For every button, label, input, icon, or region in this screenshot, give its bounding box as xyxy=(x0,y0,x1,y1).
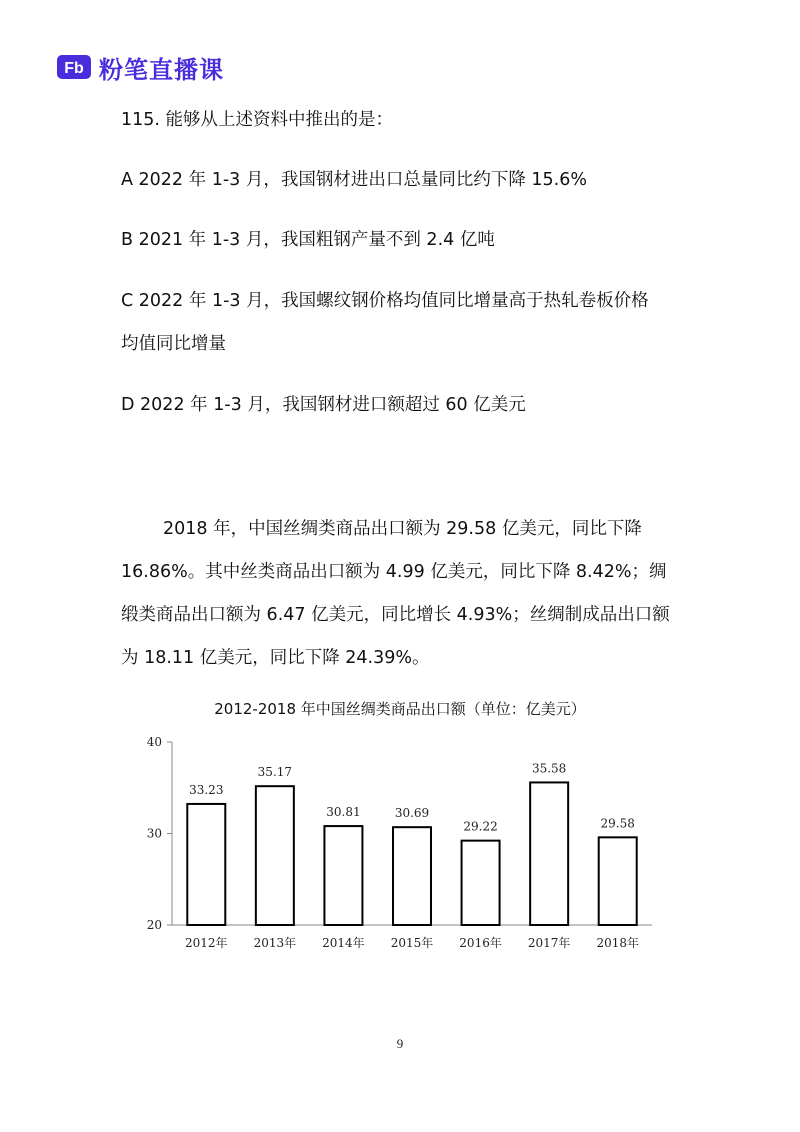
x-tick-label: 2014年 xyxy=(322,936,365,950)
value-label: 29.22 xyxy=(463,819,498,834)
passage-line-3: 缎类商品出口额为 6.47 亿美元，同比增长 4.93%；丝绸制成品出口额 xyxy=(121,605,670,625)
question-stem: 115. 能够从上述资料中推出的是： xyxy=(121,110,394,130)
x-tick-labels xyxy=(185,935,639,950)
option-b: B 2021 年 1-3 月，我国粗钢产量不到 2.4 亿吨 xyxy=(121,230,495,250)
bar-2016年 xyxy=(462,841,500,925)
export-chart xyxy=(0,690,800,970)
bar-2015年 xyxy=(393,827,431,925)
value-label: 30.81 xyxy=(326,805,361,820)
y-tick-label: 40 xyxy=(146,735,162,749)
bar-2014年 xyxy=(324,826,362,925)
bars xyxy=(187,782,636,925)
value-label: 33.23 xyxy=(189,782,224,797)
bar-2018年 xyxy=(599,837,637,925)
option-d: D 2022 年 1-3 月，我国钢材进口额超过 60 亿美元 xyxy=(121,395,526,415)
logo-text: 粉笔直播课 xyxy=(99,55,224,84)
x-tick-label: 2016年 xyxy=(459,936,502,950)
value-label: 35.17 xyxy=(257,765,293,780)
passage-line-2: 16.86%。其中丝类商品出口额为 4.99 亿美元，同比下降 8.42%；绸 xyxy=(121,562,667,582)
chart-plot xyxy=(0,690,800,970)
y-ticks xyxy=(147,735,172,932)
y-tick-label: 20 xyxy=(146,918,162,932)
option-c-line-1: C 2022 年 1-3 月，我国螺纹钢价格均值同比增量高于热轧卷板价格 xyxy=(121,291,649,311)
page-number: 9 xyxy=(396,1036,404,1051)
x-tick-label: 2013年 xyxy=(253,936,297,950)
x-tick-label: 2018年 xyxy=(596,936,639,950)
bar-2012年 xyxy=(187,804,225,925)
x-tick-label: 2015年 xyxy=(390,936,434,950)
x-tick-label: 2012年 xyxy=(185,936,228,950)
value-label: 30.69 xyxy=(394,806,430,821)
logo-mark-text: Fb xyxy=(64,60,84,77)
y-tick-label: 30 xyxy=(146,826,162,841)
bar-2013年 xyxy=(256,786,294,925)
brand-logo xyxy=(57,52,224,82)
value-label: 35.58 xyxy=(531,761,567,776)
passage-line-1: 2018 年，中国丝绸类商品出口额为 29.58 亿美元，同比下降 xyxy=(163,519,642,539)
chart-title: 2012-2018 年中国丝绸类商品出口额（单位：亿美元） xyxy=(214,700,586,718)
passage-line-4: 为 18.11 亿美元，同比下降 24.39%。 xyxy=(121,648,430,668)
value-label: 29.58 xyxy=(600,816,635,831)
option-a: A 2022 年 1-3 月，我国钢材进出口总量同比约下降 15.6% xyxy=(121,170,587,190)
x-tick-label: 2017年 xyxy=(527,936,571,950)
option-c-line-2: 均值同比增量 xyxy=(121,334,226,354)
fb-logo-icon xyxy=(57,55,91,79)
bar-2017年 xyxy=(530,782,568,925)
